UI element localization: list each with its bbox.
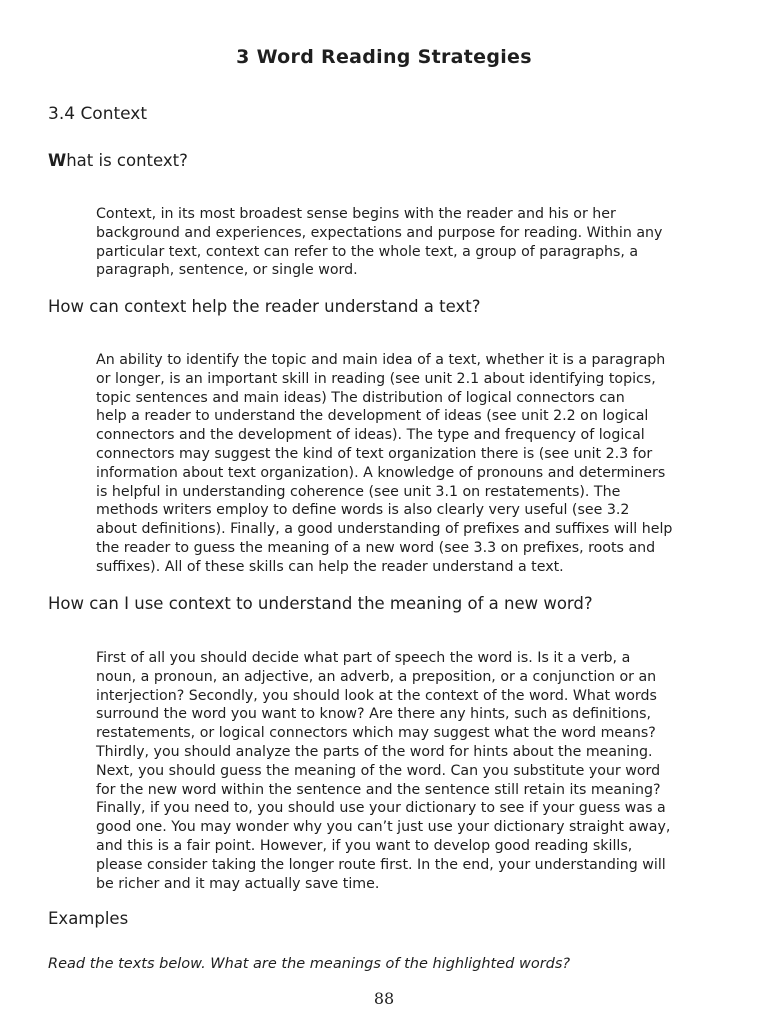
instruction-text: Read the texts below. What are the meanings of the highlighted words? — [48, 956, 571, 972]
question-context-help: How can context help the reader understand a text? — [48, 297, 481, 316]
paragraph-line: is helpful in understanding coherence (see unit 3.1 on restatements). The — [96, 483, 621, 500]
paragraph-line: restatements, or logical connectors which may suggest what the word means? — [96, 725, 656, 742]
paragraph-line: the reader to guess the meaning of a new word (see 3.3 on prefixes, roots and — [96, 539, 656, 556]
question-rest: hat is context? — [66, 151, 188, 170]
question-first-letter: W — [48, 151, 67, 170]
paragraph-line: interjection? Secondly, you should look at the context of the word. What words — [96, 687, 657, 704]
paragraph-line: or longer, is an important skill in reading (see unit 2.1 about identifying topics, — [96, 370, 656, 387]
question-what-is-context — [48, 151, 188, 170]
paragraph-context-definition — [96, 205, 706, 280]
paragraph-line: surround the word you want to know? Are there any hints, such as definitions, — [96, 706, 652, 723]
paragraph-line: for the new word within the sentence and the sentence still retain its meaning? — [96, 781, 661, 798]
paragraph-line: suffixes). All of these skills can help the reader understand a text. — [96, 558, 564, 575]
section-heading: 3.4 Context — [48, 104, 148, 124]
paragraph-line: Finally, if you need to, you should use your dictionary to see if your guess was a — [96, 800, 666, 817]
paragraph-line: be richer and it may actually save time. — [96, 875, 380, 892]
paragraph-line: good one. You may wonder why you can’t just use your dictionary straight away, — [96, 819, 671, 836]
paragraph-new-word — [96, 649, 706, 893]
chapter-title: 3 Word Reading Strategies — [236, 46, 532, 68]
paragraph-line: paragraph, sentence, or single word. — [96, 262, 358, 279]
examples-heading: Examples — [48, 909, 129, 928]
paragraph-line: topic sentences and main ideas) The distribution of logical connectors can — [96, 389, 625, 406]
paragraph-line: Next, you should guess the meaning of the word. Can you substitute your word — [96, 762, 661, 779]
paragraph-line: methods writers employ to define words is also clearly very useful (see 3.2 — [96, 502, 630, 519]
paragraph-line: connectors and the development of ideas). The type and frequency of logical — [96, 427, 645, 444]
paragraph-line: about definitions). Finally, a good understanding of prefixes and suffixes will help — [96, 521, 673, 538]
paragraph-line: An ability to identify the topic and main idea of a text, whether it is a paragraph — [96, 352, 666, 368]
question-new-word: How can I use context to understand the meaning of a new word? — [48, 594, 593, 613]
paragraph-line: and this is a fair point. However, if you want to develop good reading skills, — [96, 837, 633, 854]
paragraph-context-help — [96, 351, 706, 577]
paragraph-line: please consider taking the longer route first. In the end, your understanding will — [96, 856, 666, 873]
paragraph-line: help a reader to understand the development of ideas (see unit 2.2 on logical — [96, 408, 649, 425]
paragraph-line: connectors may suggest the kind of text organization there is (see unit 2.3 for — [96, 445, 653, 462]
paragraph-line: background and experiences, expectations and purpose for reading. Within any — [96, 224, 663, 241]
paragraph-line: particular text, context can refer to the whole text, a group of paragraphs, a — [96, 243, 639, 260]
paragraph-line: information about text organization). A knowledge of pronouns and determiners — [96, 464, 666, 481]
paragraph-line: Context, in its most broadest sense begins with the reader and his or her — [96, 206, 616, 222]
paragraph-line: First of all you should decide what part of speech the word is. Is it a verb, a — [96, 650, 631, 666]
paragraph-line: noun, a pronoun, an adjective, an adverb, a preposition, or a conjunction or an — [96, 668, 657, 685]
paragraph-line: Thirdly, you should analyze the parts of the word for hints about the meaning. — [96, 743, 653, 760]
page-number: 88 — [373, 989, 395, 1008]
